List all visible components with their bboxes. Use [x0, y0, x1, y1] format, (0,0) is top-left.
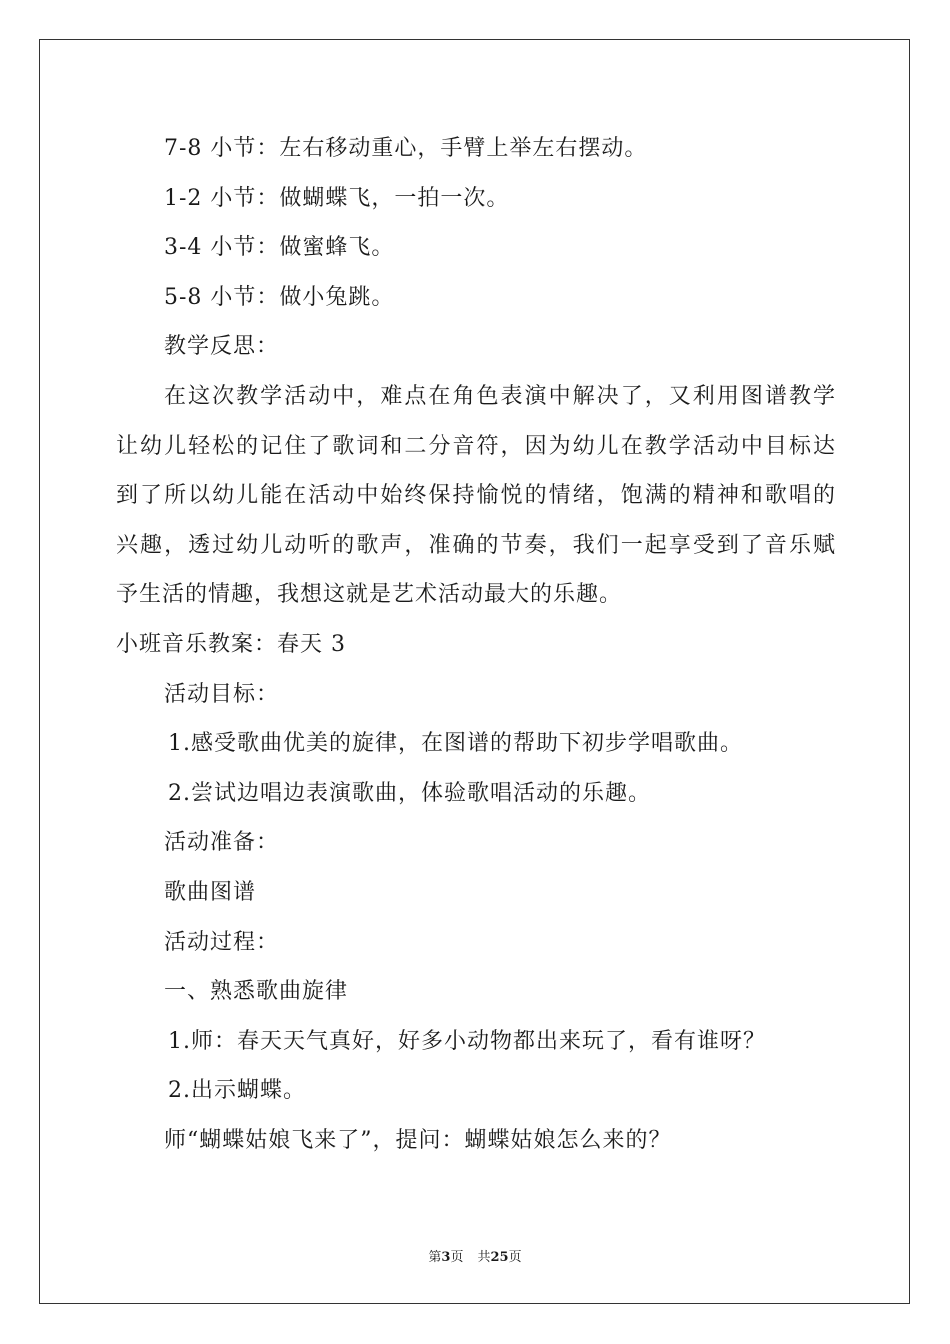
list-item: 1.师：春天天气真好，好多小动物都出来玩了，看有谁呀？ [168, 1029, 766, 1054]
text-line: 师“蝴蝶姑娘飞来了”，提问：蝴蝶姑娘怎么来的？ [164, 1128, 672, 1153]
paragraph-line: 在这次教学活动中，难点在角色表演中解决了，又利用图谱教学 [164, 384, 836, 409]
footer-page-suffix: 页 [450, 1250, 464, 1265]
footer-page-total: 25 [490, 1250, 509, 1265]
page-border [39, 39, 910, 1304]
text-line: 3-4 小节：做蜜蜂飞。 [164, 235, 395, 260]
text-line: 5-8 小节：做小兔跳。 [164, 285, 395, 310]
section-heading: 活动准备： [164, 830, 280, 855]
footer-page-current: 3 [441, 1250, 451, 1265]
footer-total-prefix: 共 [477, 1250, 491, 1265]
text-line: 7-8 小节：左右移动重心，手臂上举左右摆动。 [164, 136, 648, 161]
list-item: 2.出示蝴蝶。 [168, 1078, 306, 1103]
section-heading: 教学反思： [164, 334, 280, 359]
text-line: 歌曲图谱 [164, 880, 257, 905]
paragraph-line: 到了所以幼儿能在活动中始终保持愉悦的情绪，饱满的精神和歌唱的 [116, 483, 836, 508]
paragraph-line: 让幼儿轻松的记住了歌词和二分音符，因为幼儿在教学活动中目标达 [116, 434, 836, 459]
footer-total-suffix: 页 [508, 1250, 522, 1265]
section-heading: 活动过程： [164, 930, 280, 955]
list-item: 1.感受歌曲优美的旋律，在图谱的帮助下初步学唱歌曲。 [168, 731, 743, 756]
text-line: 1-2 小节：做蝴蝶飞，一拍一次。 [164, 186, 510, 211]
subsection-heading: 一、熟悉歌曲旋律 [164, 979, 349, 1004]
document-title: 小班音乐教案：春天 3 [116, 632, 346, 657]
paragraph-line: 兴趣，透过幼儿动听的歌声，准确的节奏，我们一起享受到了音乐赋 [116, 533, 836, 558]
page-footer [0, 1246, 950, 1265]
footer-page-prefix: 第 [428, 1250, 442, 1265]
paragraph-line: 予生活的情趣，我想这就是艺术活动最大的乐趣。 [116, 582, 623, 607]
list-item: 2.尝试边唱边表演歌曲，体验歌唱活动的乐趣。 [168, 781, 651, 806]
section-heading: 活动目标： [164, 682, 280, 707]
